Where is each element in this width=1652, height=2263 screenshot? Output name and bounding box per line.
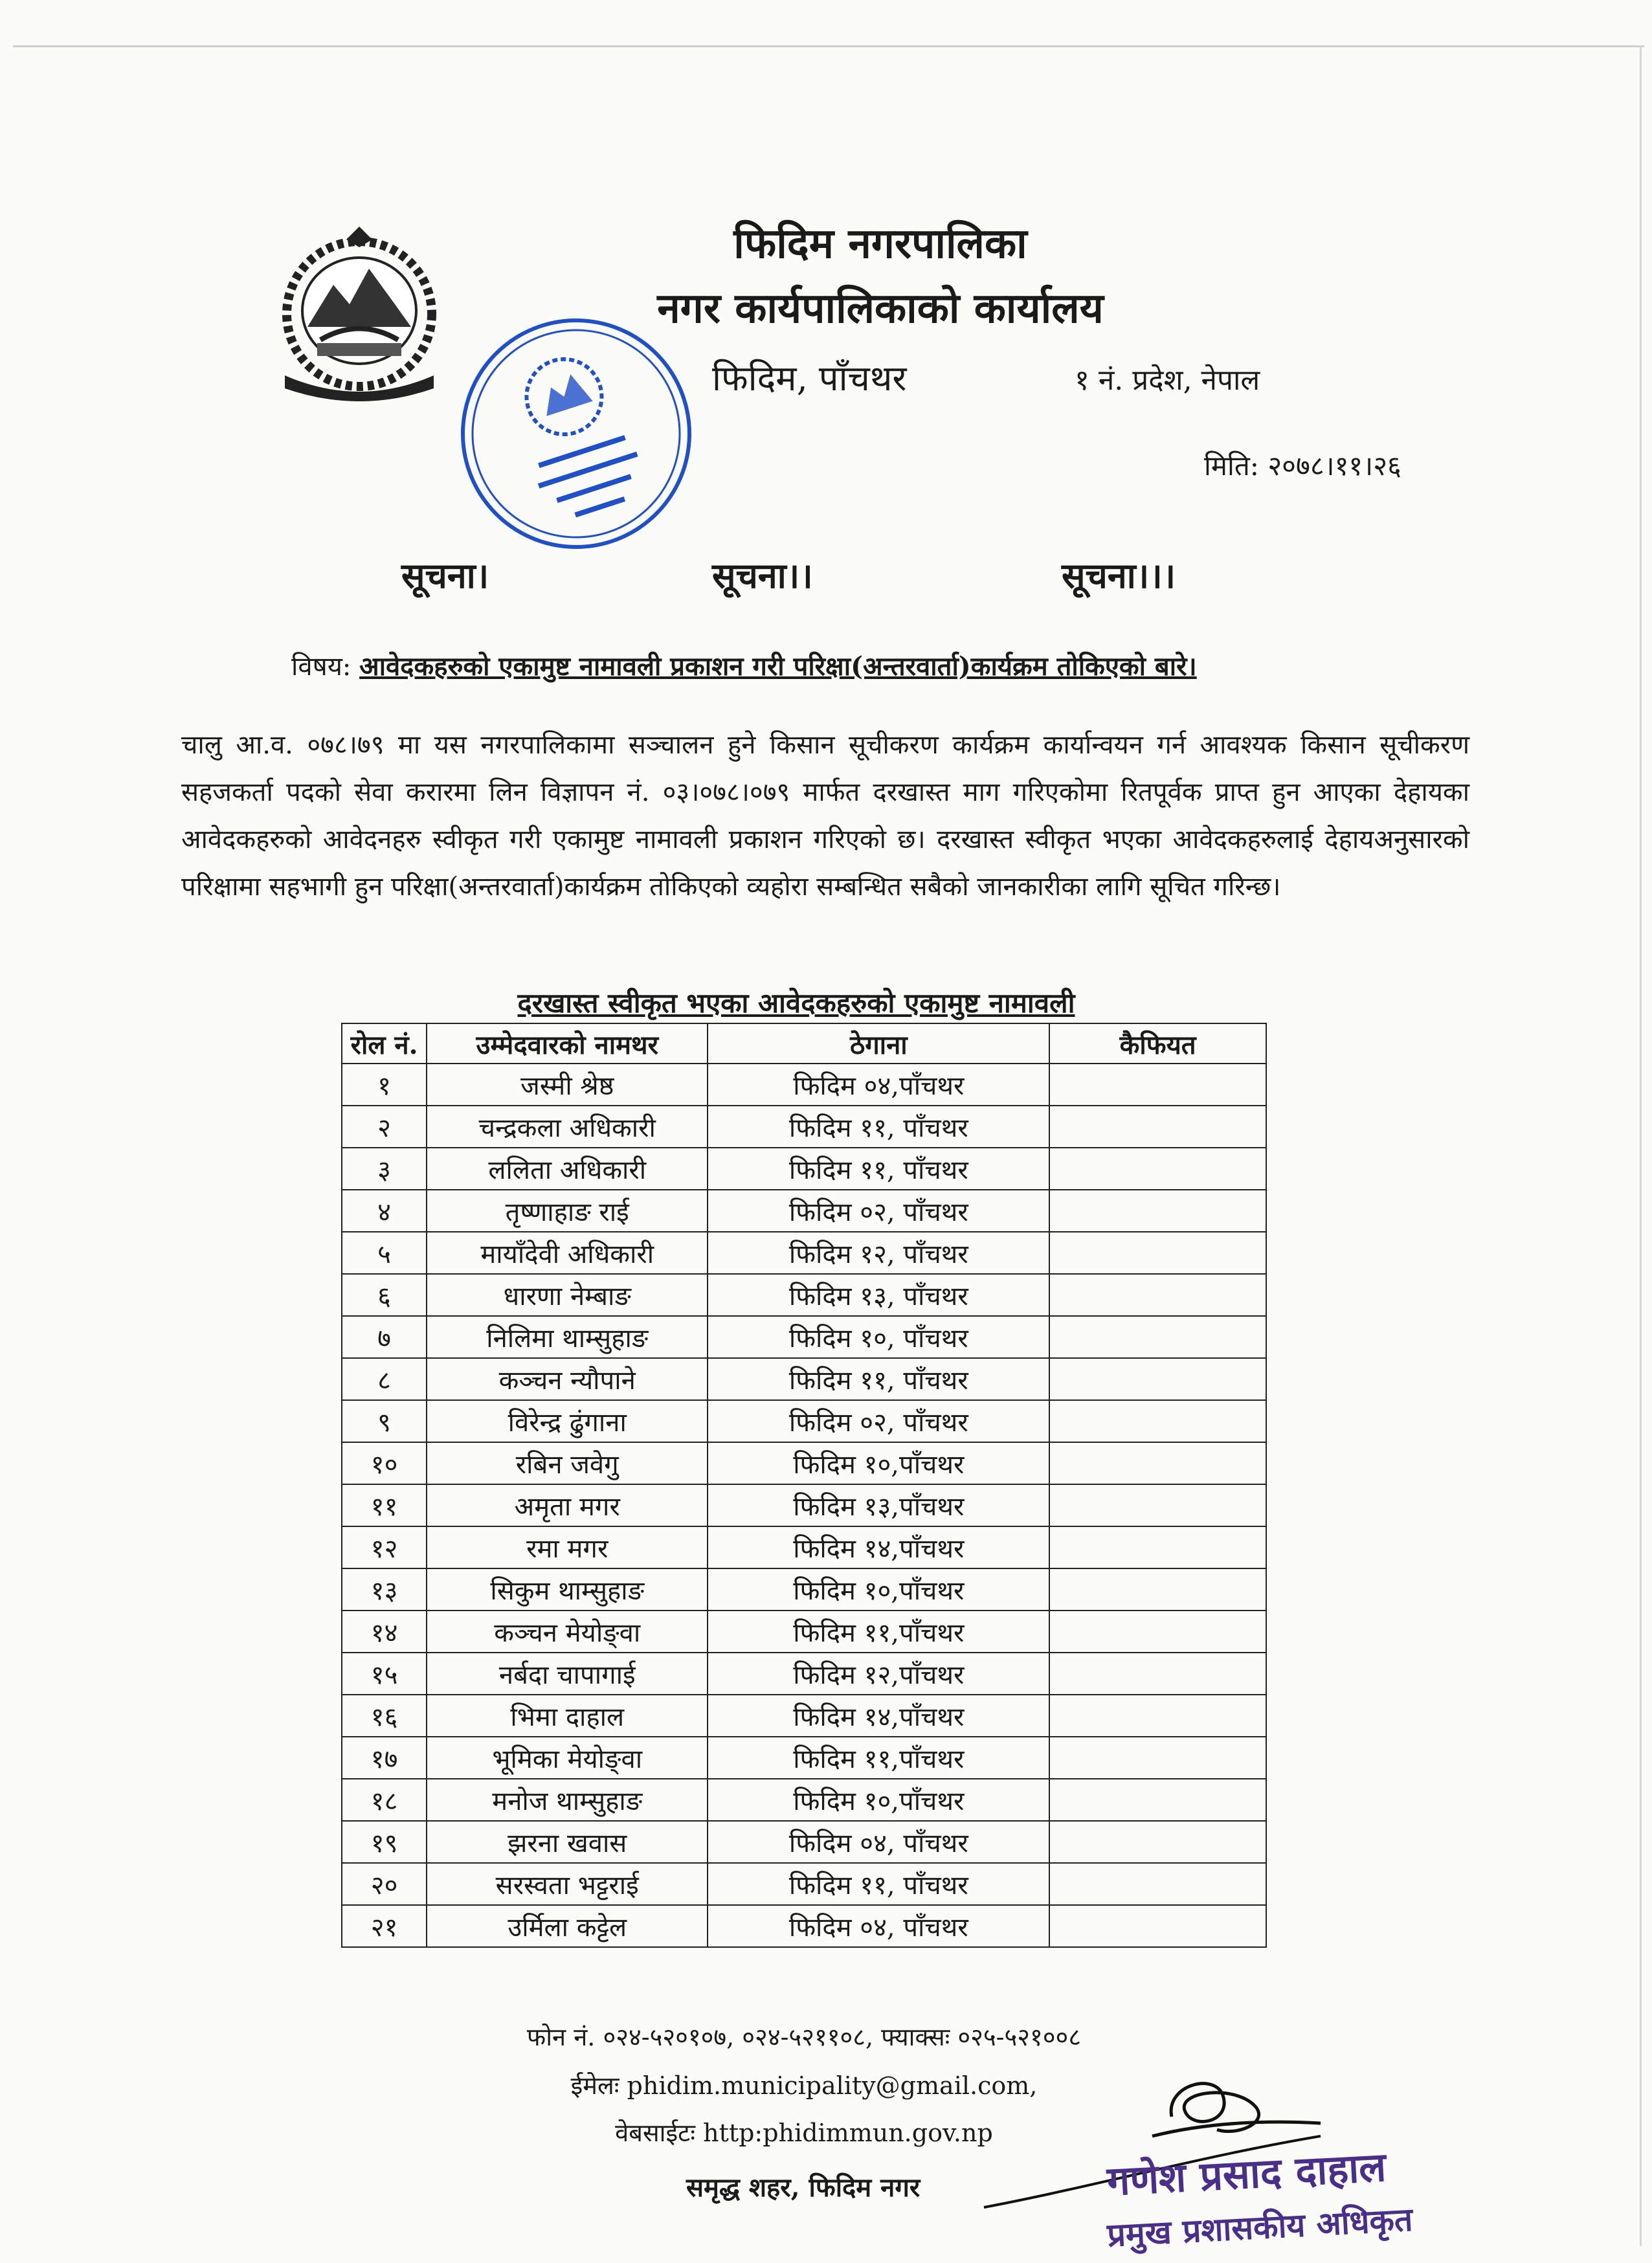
name-cell: झरना खवास: [427, 1821, 708, 1863]
table-row: [342, 1653, 1266, 1695]
roll-cell: ५: [342, 1232, 427, 1274]
roll-cell: ६: [342, 1274, 427, 1316]
roll-cell: १२: [342, 1526, 427, 1568]
remark-cell: [1049, 1316, 1266, 1358]
name-cell: धारणा नेम्बाङ: [427, 1274, 708, 1316]
notice-body: चालु आ.व. ०७८।७९ मा यस नगरपालिकामा सञ्चालन हुने किसान सूचीकरण कार्यक्रम कार्यान्वयन गर्न आवश्यक किसान सूचीकरण सहजकर्ता पदको सेवा करारमा लिन विज्ञापन नं. ०३।०७८।०७९ मार्फत दरखास्त माग गरिएकोमा रितपूर्वक प्राप्त हुन आएका देहायका आवेदकहरुको आवेदनहरु स्वीकृत गरी एकामुष्ट नामावली प्रकाशन गरिएको छ। दरखास्त स्वीकृत भएका आवेदकहरुलाई देहायअनुसारको परिक्षामा सहभागी हुन परिक्षा(अन्तरवार्ता)कार्यक्रम तोकिएको व्यहोरा सम्बन्धित सबैको जानकारीका लागि सूचित गरिन्छ।: [181, 730, 1469, 902]
name-cell: विरेन्द्र ढुंगाना: [427, 1400, 708, 1442]
table-row: [342, 1106, 1266, 1148]
address-cell: फिदिम १३, पाँचथर: [708, 1274, 1049, 1316]
address-cell: फिदिम १४,पाँचथर: [708, 1695, 1049, 1737]
table-row: [342, 1779, 1266, 1821]
table-row: [342, 1863, 1266, 1905]
notice-heading-1: सूचना।: [401, 555, 489, 596]
address-cell: फिदिम १२,पाँचथर: [708, 1653, 1049, 1695]
header-roll: रोल नं.: [342, 1023, 427, 1064]
name-cell: मनोज थाम्सुहाङ: [427, 1779, 708, 1821]
name-cell: भिमा दाहाल: [427, 1695, 708, 1737]
notice-heading-2: सूचना।।: [712, 555, 813, 596]
header-name: उम्मेदवारको नामथर: [427, 1023, 708, 1064]
address-cell: फिदिम १२, पाँचथर: [708, 1232, 1049, 1274]
subject-line: [291, 647, 1197, 683]
remark-cell: [1049, 1611, 1266, 1653]
remark-cell: [1049, 1653, 1266, 1695]
footer-email: ईमेलः phidim.municipality@gmail.com,: [570, 2071, 1038, 2100]
name-cell: सरस्वता भट्टराई: [427, 1863, 708, 1905]
roll-cell: १८: [342, 1779, 427, 1821]
name-cell: उर्मिला कट्टेल: [427, 1905, 708, 1947]
header-remark: कैफियत: [1049, 1023, 1266, 1064]
roll-cell: ४: [342, 1190, 427, 1232]
subject-text: आवेदकहरुको एकामुष्ट नामावली प्रकाशन गरी परिक्षा(अन्तरवार्ता)कार्यक्रम तोकिएको बारे।: [359, 651, 1197, 682]
table-row: [342, 1821, 1266, 1863]
table-row: [342, 1148, 1266, 1190]
remark-cell: [1049, 1442, 1266, 1484]
notice-date: मिति: २०७८।११।२६: [1204, 450, 1401, 482]
remark-cell: [1049, 1148, 1266, 1190]
page-edge-right: [1640, 45, 1642, 2246]
table-row: [342, 1484, 1266, 1526]
address-cell: फिदिम ०२, पाँचथर: [708, 1400, 1049, 1442]
table-body: [342, 1064, 1266, 1947]
table-row: [342, 1358, 1266, 1400]
roll-cell: ११: [342, 1484, 427, 1526]
table-row: [342, 1526, 1266, 1568]
table-row: [342, 1442, 1266, 1484]
name-cell: रबिन जवेगु: [427, 1442, 708, 1484]
table-row: [342, 1611, 1266, 1653]
roll-cell: २: [342, 1106, 427, 1148]
province: १ नं. प्रदेश, नेपाल: [1075, 364, 1260, 397]
address-cell: फिदिम ११, पाँचथर: [708, 1358, 1049, 1400]
page-edge-top: [13, 45, 1644, 47]
name-cell: निलिमा थाम्सुहाङ: [427, 1316, 708, 1358]
remark-cell: [1049, 1905, 1266, 1947]
address-cell: फिदिम १४,पाँचथर: [708, 1526, 1049, 1568]
roll-cell: १०: [342, 1442, 427, 1484]
address-cell: फिदिम १३,पाँचथर: [708, 1484, 1049, 1526]
roll-cell: ९: [342, 1400, 427, 1442]
address-cell: फिदिम १०,पाँचथर: [708, 1442, 1049, 1484]
footer-phone: फोन नं. ०२४-५२०१०७, ०२४-५२११०८, फ्याक्सः ०२५-५२१००८: [526, 2023, 1082, 2051]
table-row: [342, 1400, 1266, 1442]
office-name: नगर कार्यपालिकाको कार्यालय: [657, 284, 1104, 333]
roll-cell: १४: [342, 1611, 427, 1653]
table-row: [342, 1316, 1266, 1358]
name-cell: नर्बदा चापागाई: [427, 1653, 708, 1695]
table-row: [342, 1905, 1266, 1947]
nepal-emblem-icon: [259, 214, 460, 408]
remark-cell: [1049, 1526, 1266, 1568]
remark-cell: [1049, 1400, 1266, 1442]
address-cell: फिदिम १०,पाँचथर: [708, 1568, 1049, 1611]
municipality-name: फिदिम नगरपालिका: [733, 219, 1027, 268]
address-cell: फिदिम १०,पाँचथर: [708, 1779, 1049, 1821]
remark-cell: [1049, 1232, 1266, 1274]
table-row: [342, 1190, 1266, 1232]
roll-cell: १९: [342, 1821, 427, 1863]
remark-cell: [1049, 1695, 1266, 1737]
signatory-name: गणेश प्रसाद दाहाल: [1106, 2143, 1387, 2205]
office-location: फिदिम, पाँचथर: [712, 358, 907, 399]
address-cell: फिदिम ११, पाँचथर: [708, 1863, 1049, 1905]
remark-cell: [1049, 1064, 1266, 1106]
table-row: [342, 1064, 1266, 1106]
remark-cell: [1049, 1190, 1266, 1232]
address-cell: फिदिम ०४, पाँचथर: [708, 1821, 1049, 1863]
address-cell: फिदिम ११, पाँचथर: [708, 1106, 1049, 1148]
address-cell: फिदिम ०४, पाँचथर: [708, 1905, 1049, 1947]
header-address: ठेगाना: [708, 1023, 1049, 1064]
name-cell: रमा मगर: [427, 1526, 708, 1568]
address-cell: फिदिम ११, पाँचथर: [708, 1148, 1049, 1190]
remark-cell: [1049, 1863, 1266, 1905]
roll-cell: १७: [342, 1737, 427, 1779]
name-cell: कञ्चन न्यौपाने: [427, 1358, 708, 1400]
roll-cell: ७: [342, 1316, 427, 1358]
name-cell: ललिता अधिकारी: [427, 1148, 708, 1190]
table-row: [342, 1695, 1266, 1737]
name-cell: सिकुम थाम्सुहाङ: [427, 1568, 708, 1611]
table-row: [342, 1568, 1266, 1611]
roll-cell: १६: [342, 1695, 427, 1737]
remark-cell: [1049, 1484, 1266, 1526]
roll-cell: १: [342, 1064, 427, 1106]
address-cell: फिदिम ११,पाँचथर: [708, 1737, 1049, 1779]
signatory-title: प्रमुख प्रशासकीय अधिकृत: [1106, 2200, 1414, 2255]
name-cell: तृष्णाहाङ राई: [427, 1190, 708, 1232]
subject-label: विषय:: [291, 652, 352, 682]
name-cell: जस्मी श्रेष्ठ: [427, 1064, 708, 1106]
table-row: [342, 1737, 1266, 1779]
footer-slogan: समृद्ध शहर, फिदिम नगर: [686, 2172, 921, 2203]
name-cell: चन्द्रकला अधिकारी: [427, 1106, 708, 1148]
office-seal-stamp-icon: [453, 311, 699, 557]
remark-cell: [1049, 1779, 1266, 1821]
table-title: दरखास्त स्वीकृत भएका आवेदकहरुको एकामुष्ट नामावली: [517, 987, 1075, 1019]
name-cell: कञ्चन मेयोङ्वा: [427, 1611, 708, 1653]
remark-cell: [1049, 1821, 1266, 1863]
roll-cell: २०: [342, 1863, 427, 1905]
roll-cell: ८: [342, 1358, 427, 1400]
remark-cell: [1049, 1274, 1266, 1316]
remark-cell: [1049, 1568, 1266, 1611]
name-cell: अमृता मगर: [427, 1484, 708, 1526]
address-cell: फिदिम ०४,पाँचथर: [708, 1064, 1049, 1106]
footer-website: वेबसाईटः http:phidimmun.gov.np: [615, 2119, 993, 2147]
table-header-row: [342, 1023, 1266, 1064]
roll-cell: ३: [342, 1148, 427, 1190]
address-cell: फिदिम ११,पाँचथर: [708, 1611, 1049, 1653]
name-cell: भूमिका मेयोङ्वा: [427, 1737, 708, 1779]
applicant-table: [341, 1023, 1267, 1948]
address-cell: फिदिम १०, पाँचथर: [708, 1316, 1049, 1358]
remark-cell: [1049, 1358, 1266, 1400]
notice-heading-3: सूचना।।।: [1062, 555, 1176, 596]
roll-cell: २१: [342, 1905, 427, 1947]
table-row: [342, 1274, 1266, 1316]
address-cell: फिदिम ०२, पाँचथर: [708, 1190, 1049, 1232]
remark-cell: [1049, 1737, 1266, 1779]
remark-cell: [1049, 1106, 1266, 1148]
roll-cell: १५: [342, 1653, 427, 1695]
roll-cell: १३: [342, 1568, 427, 1611]
name-cell: मायाँदेवी अधिकारी: [427, 1232, 708, 1274]
table-row: [342, 1232, 1266, 1274]
